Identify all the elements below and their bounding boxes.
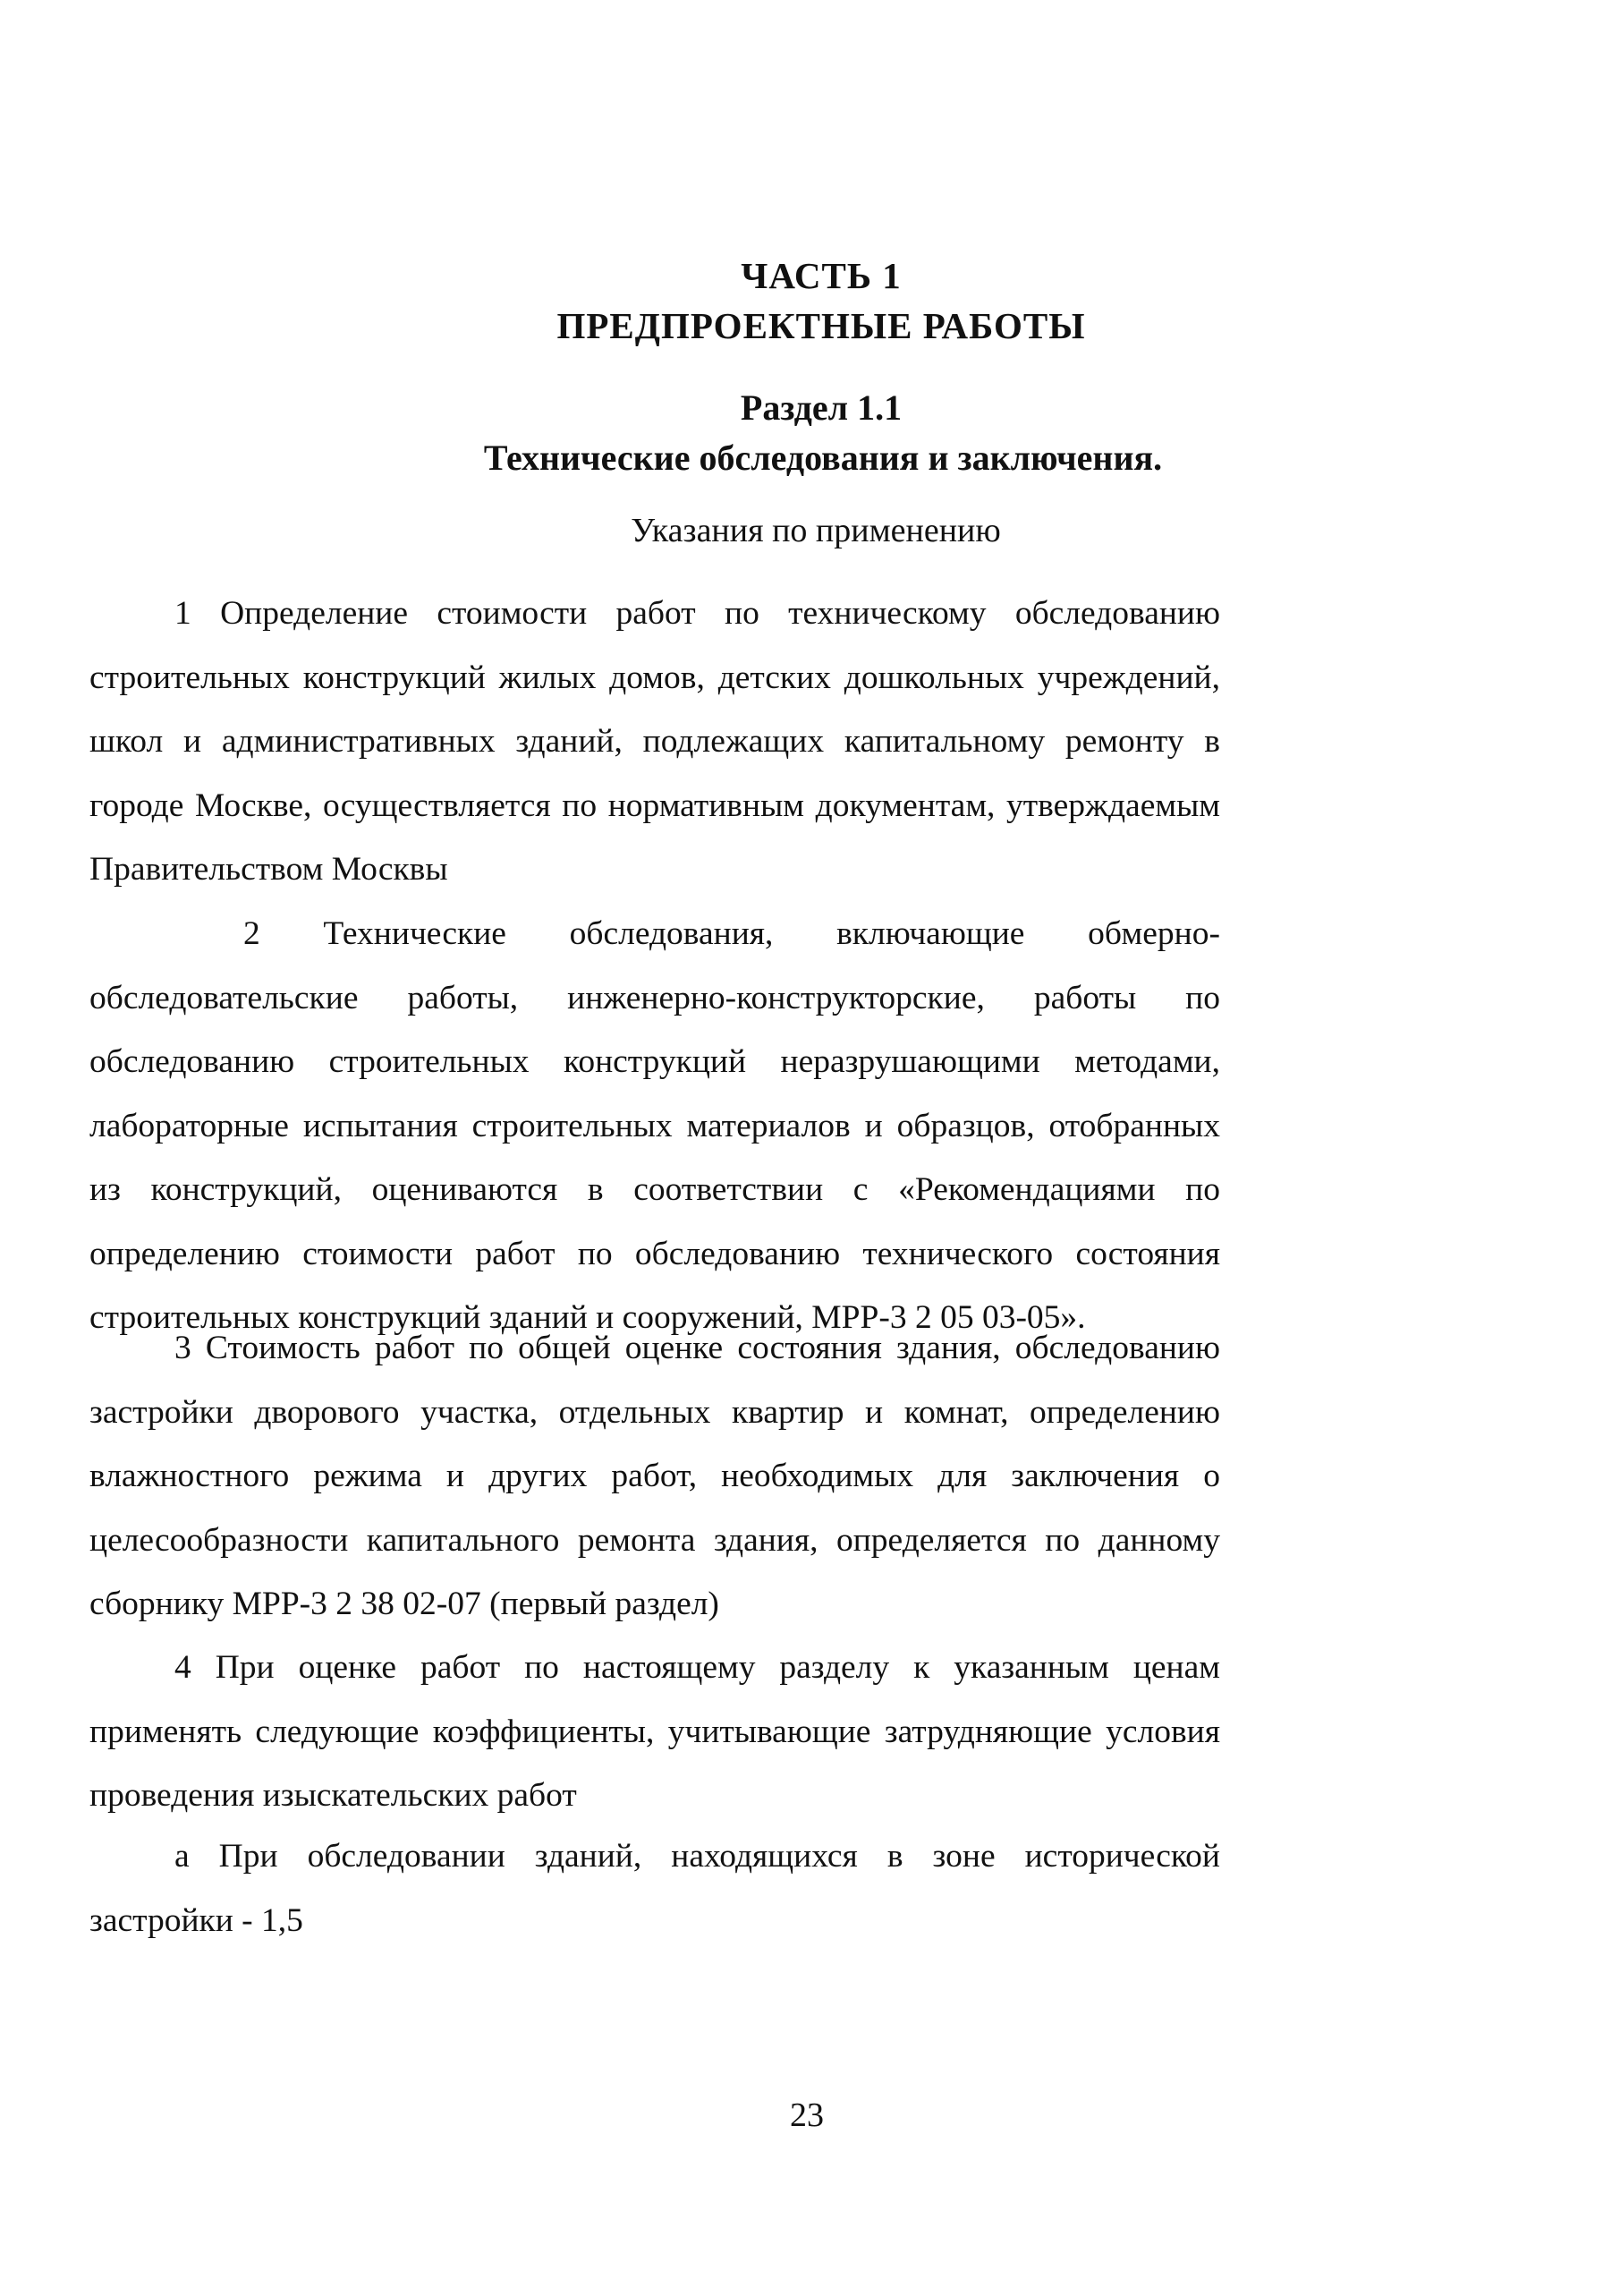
paragraph-1: 1 Определение стоимости работ по техническому обследованию строительных конструкций жилых домов, детских дошкольных учреждений, школ и административных зданий, подлежащих капитальному ремонту в городе Москве, осуществляется по нормативным документам, утверждаемым Правительством Москвы — [89, 595, 1220, 888]
paragraph-2: 2 Технические обследования, включающие обмерно-обследовательские работы, инженерно-конструкторские, работы по обследованию строительных конструкций неразрушающими методами, лабораторные испытания строительных материалов и образцов, отобранных из конструкций, оцениваются в соответствии с «Рекомендациями по определению стоимости работ по обследованию технического состояния строительных конструкций зданий и сооружений, МРР-3 2 05 03-05». — [89, 915, 1220, 1336]
usage-heading: Указания по применению — [631, 512, 1001, 549]
part-subtitle: ПРЕДПРОЕКТНЫЕ РАБОТЫ — [556, 305, 1086, 346]
section-subtitle: Технические обследования и заключения. — [483, 438, 1163, 478]
paragraph-4: 4 При оценке работ по настоящему разделу к указанным ценам применять следующие коэффициенты, учитывающие затрудняющие условия проведения изыскательских работ — [89, 1649, 1220, 1814]
part-title: ЧАСТЬ 1 — [741, 255, 902, 296]
page-number: 23 — [790, 2096, 824, 2134]
paragraph-5: а При обследовании зданий, находящихся в зоне исторической застройки - 1,5 — [89, 1838, 1220, 1939]
paragraph-3: 3 Стоимость работ по общей оценке состояния здания, обследованию застройки дворового участка, отдельных квартир и комнат, определению влажностного режима и других работ, необходимых для заключения о целесообразности капитального ремонта здания, определяется по данному сборнику МРР-3 2 38 02-07 (первый раздел) — [89, 1330, 1220, 1622]
section-title: Раздел 1.1 — [740, 387, 903, 428]
